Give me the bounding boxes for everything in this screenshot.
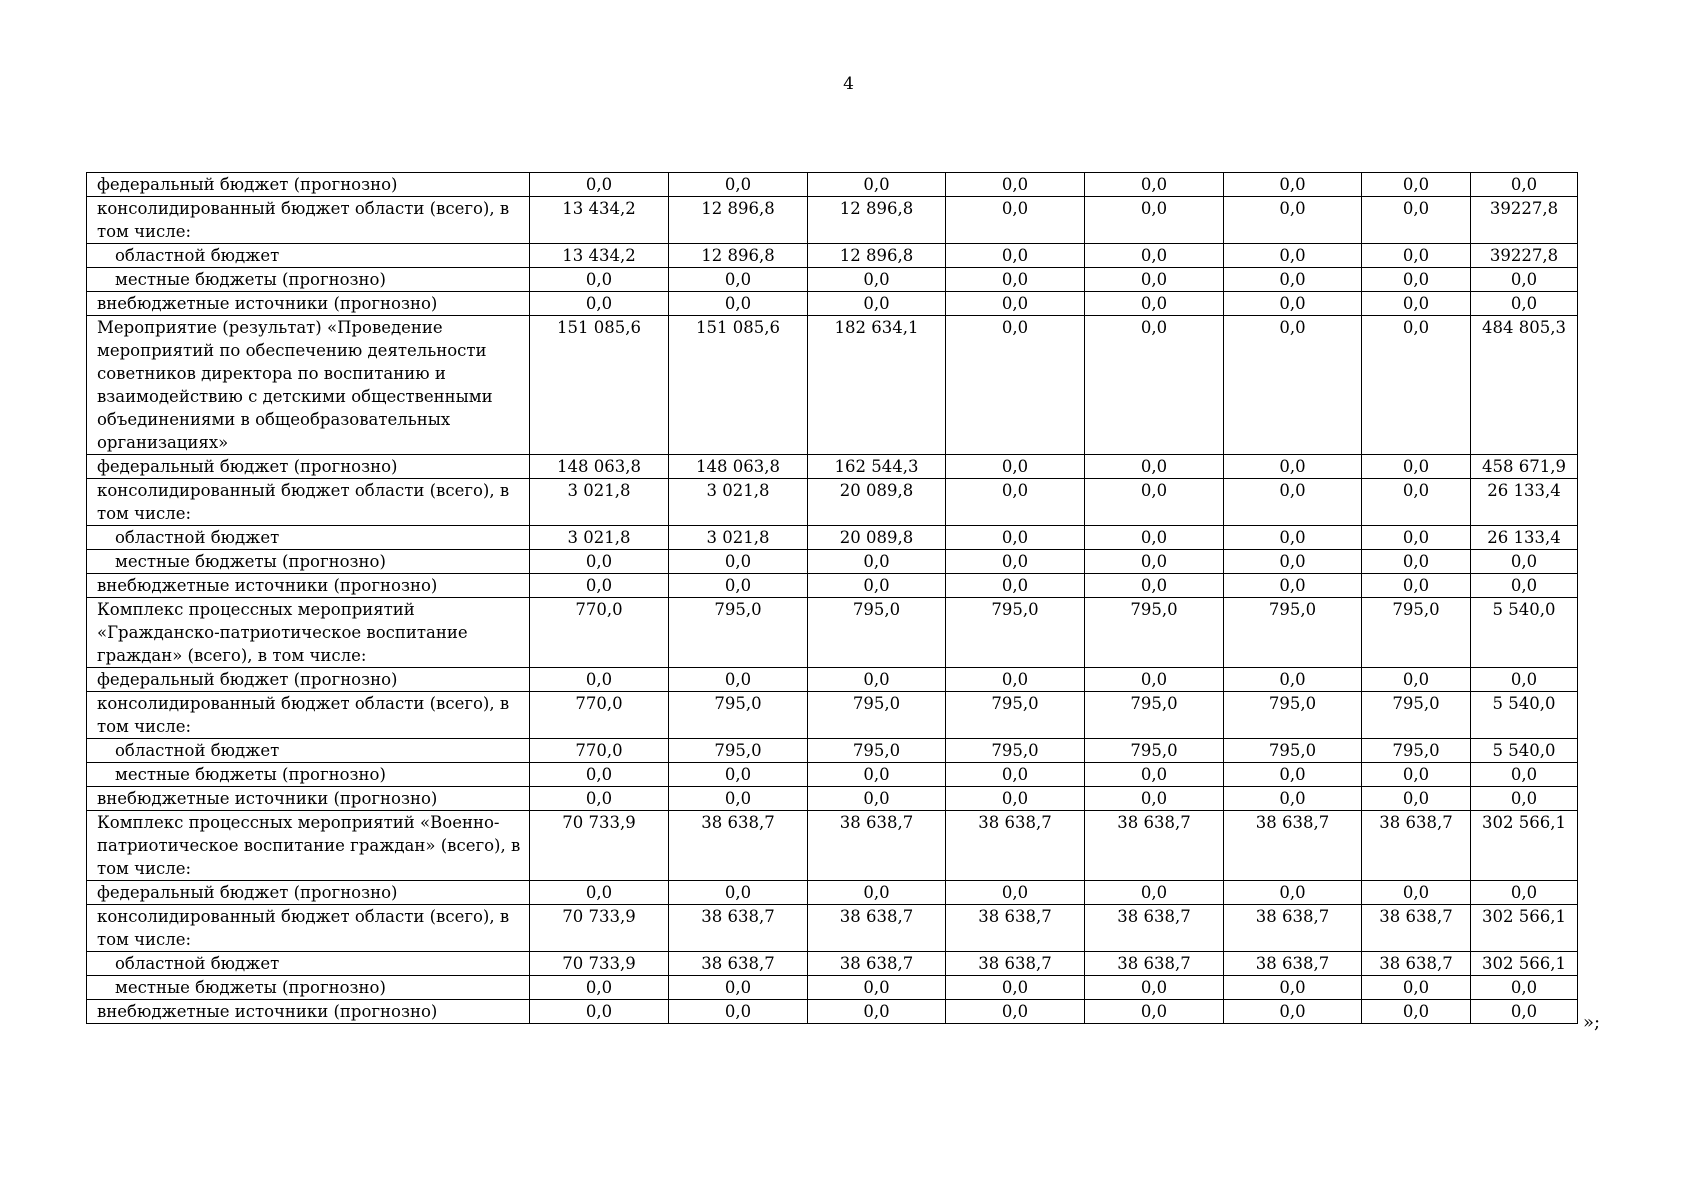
row-value: 0,0 <box>669 1000 808 1024</box>
row-value: 0,0 <box>808 292 946 316</box>
row-value: 38 638,7 <box>808 905 946 952</box>
row-value: 0,0 <box>946 1000 1085 1024</box>
row-value: 0,0 <box>530 763 669 787</box>
row-value: 795,0 <box>946 598 1085 668</box>
row-value: 0,0 <box>669 881 808 905</box>
row-label: федеральный бюджет (прогнозно) <box>87 455 530 479</box>
row-label: консолидированный бюджет области (всего), в том числе: <box>87 905 530 952</box>
row-label: местные бюджеты (прогнозно) <box>87 976 530 1000</box>
row-value: 795,0 <box>1224 692 1362 739</box>
row-value: 0,0 <box>1471 787 1578 811</box>
row-value: 795,0 <box>669 598 808 668</box>
row-value: 0,0 <box>808 787 946 811</box>
row-value: 795,0 <box>808 598 946 668</box>
row-value: 0,0 <box>1085 574 1224 598</box>
row-value: 0,0 <box>530 976 669 1000</box>
row-value: 0,0 <box>946 668 1085 692</box>
row-value: 20 089,8 <box>808 479 946 526</box>
row-value: 795,0 <box>669 692 808 739</box>
row-label: федеральный бюджет (прогнозно) <box>87 881 530 905</box>
row-value: 0,0 <box>1085 173 1224 197</box>
row-value: 302 566,1 <box>1471 905 1578 952</box>
row-value: 0,0 <box>1085 455 1224 479</box>
row-value: 0,0 <box>808 881 946 905</box>
row-value: 0,0 <box>946 455 1085 479</box>
row-label: местные бюджеты (прогнозно) <box>87 763 530 787</box>
table-row <box>87 268 1578 292</box>
row-value: 0,0 <box>1224 479 1362 526</box>
row-value: 0,0 <box>1085 881 1224 905</box>
row-value: 12 896,8 <box>669 244 808 268</box>
table-row <box>87 316 1578 455</box>
row-label: областной бюджет <box>87 526 530 550</box>
row-value: 0,0 <box>946 244 1085 268</box>
table-row <box>87 811 1578 881</box>
row-value: 0,0 <box>808 976 946 1000</box>
row-value: 70 733,9 <box>530 811 669 881</box>
row-value: 0,0 <box>946 197 1085 244</box>
row-value: 0,0 <box>1224 455 1362 479</box>
row-value: 0,0 <box>946 763 1085 787</box>
row-value: 0,0 <box>1471 668 1578 692</box>
row-value: 0,0 <box>1362 787 1471 811</box>
row-value: 0,0 <box>1471 550 1578 574</box>
row-value: 0,0 <box>946 268 1085 292</box>
row-value: 0,0 <box>1362 244 1471 268</box>
row-value: 795,0 <box>669 739 808 763</box>
row-label: Комплекс процессных мероприятий «Гражданско-патриотическое воспитание граждан» (всего), в том числе: <box>87 598 530 668</box>
row-value: 0,0 <box>1224 268 1362 292</box>
row-value: 5 540,0 <box>1471 739 1578 763</box>
row-value: 0,0 <box>808 1000 946 1024</box>
row-value: 0,0 <box>808 574 946 598</box>
row-value: 0,0 <box>1085 479 1224 526</box>
row-value: 0,0 <box>1362 881 1471 905</box>
row-value: 0,0 <box>946 881 1085 905</box>
row-value: 0,0 <box>946 550 1085 574</box>
row-value: 0,0 <box>1085 316 1224 455</box>
table-row <box>87 787 1578 811</box>
closing-quote-mark: »; <box>1583 1012 1601 1033</box>
row-value: 0,0 <box>669 574 808 598</box>
row-value: 0,0 <box>1085 244 1224 268</box>
row-value: 0,0 <box>1085 526 1224 550</box>
row-value: 0,0 <box>946 479 1085 526</box>
table-row <box>87 574 1578 598</box>
row-value: 0,0 <box>1085 268 1224 292</box>
row-value: 302 566,1 <box>1471 811 1578 881</box>
row-value: 0,0 <box>808 668 946 692</box>
row-label: консолидированный бюджет области (всего), в том числе: <box>87 479 530 526</box>
row-value: 0,0 <box>669 976 808 1000</box>
row-value: 0,0 <box>1362 268 1471 292</box>
table-row <box>87 881 1578 905</box>
row-value: 0,0 <box>530 173 669 197</box>
row-value: 0,0 <box>1224 574 1362 598</box>
row-value: 3 021,8 <box>669 479 808 526</box>
row-value: 0,0 <box>530 668 669 692</box>
row-label: внебюджетные источники (прогнозно) <box>87 292 530 316</box>
row-value: 770,0 <box>530 692 669 739</box>
row-value: 0,0 <box>1362 574 1471 598</box>
row-value: 0,0 <box>530 292 669 316</box>
row-value: 0,0 <box>1224 976 1362 1000</box>
row-value: 0,0 <box>1362 173 1471 197</box>
row-value: 38 638,7 <box>669 952 808 976</box>
table-row <box>87 905 1578 952</box>
row-value: 0,0 <box>1471 292 1578 316</box>
row-value: 0,0 <box>1471 268 1578 292</box>
row-value: 770,0 <box>530 739 669 763</box>
row-label: областной бюджет <box>87 952 530 976</box>
row-value: 0,0 <box>1224 668 1362 692</box>
page-number: 4 <box>843 74 854 94</box>
row-value: 0,0 <box>808 173 946 197</box>
row-value: 13 434,2 <box>530 244 669 268</box>
row-value: 0,0 <box>530 787 669 811</box>
row-value: 0,0 <box>1362 292 1471 316</box>
table-row <box>87 197 1578 244</box>
row-value: 795,0 <box>946 692 1085 739</box>
row-value: 3 021,8 <box>530 526 669 550</box>
table-row <box>87 598 1578 668</box>
table-row <box>87 763 1578 787</box>
table-row <box>87 173 1578 197</box>
row-value: 0,0 <box>669 787 808 811</box>
row-value: 0,0 <box>1224 1000 1362 1024</box>
row-value: 0,0 <box>1362 479 1471 526</box>
table-row <box>87 244 1578 268</box>
table-row <box>87 1000 1578 1024</box>
row-value: 0,0 <box>669 668 808 692</box>
row-value: 0,0 <box>530 1000 669 1024</box>
table-row <box>87 952 1578 976</box>
row-value: 0,0 <box>1362 197 1471 244</box>
row-value: 38 638,7 <box>1224 811 1362 881</box>
row-value: 0,0 <box>1224 316 1362 455</box>
row-value: 795,0 <box>1362 692 1471 739</box>
row-value: 0,0 <box>530 550 669 574</box>
row-value: 38 638,7 <box>946 952 1085 976</box>
table-row <box>87 976 1578 1000</box>
row-value: 0,0 <box>1085 197 1224 244</box>
row-value: 795,0 <box>1085 739 1224 763</box>
row-value: 795,0 <box>1085 598 1224 668</box>
row-label: внебюджетные источники (прогнозно) <box>87 787 530 811</box>
row-value: 3 021,8 <box>530 479 669 526</box>
row-value: 0,0 <box>946 316 1085 455</box>
row-value: 0,0 <box>530 574 669 598</box>
row-value: 0,0 <box>946 787 1085 811</box>
row-value: 38 638,7 <box>1362 811 1471 881</box>
row-value: 38 638,7 <box>1362 952 1471 976</box>
row-value: 39227,8 <box>1471 244 1578 268</box>
row-value: 795,0 <box>1362 739 1471 763</box>
row-value: 0,0 <box>808 763 946 787</box>
row-label: Мероприятие (результат) «Проведение мероприятий по обеспечению деятельности советников директора по воспитанию и взаимодействию с детскими общественными объединениями в общеобразовательных организациях» <box>87 316 530 455</box>
row-label: внебюджетные источники (прогнозно) <box>87 1000 530 1024</box>
row-value: 0,0 <box>946 976 1085 1000</box>
row-value: 0,0 <box>808 268 946 292</box>
row-value: 148 063,8 <box>530 455 669 479</box>
row-value: 0,0 <box>946 173 1085 197</box>
row-value: 38 638,7 <box>1224 905 1362 952</box>
row-value: 0,0 <box>669 292 808 316</box>
row-value: 0,0 <box>1224 550 1362 574</box>
row-value: 38 638,7 <box>1085 905 1224 952</box>
row-value: 0,0 <box>669 268 808 292</box>
row-value: 38 638,7 <box>1085 952 1224 976</box>
row-value: 0,0 <box>1471 173 1578 197</box>
row-value: 0,0 <box>1471 881 1578 905</box>
row-value: 38 638,7 <box>808 811 946 881</box>
row-value: 0,0 <box>1085 292 1224 316</box>
row-value: 0,0 <box>1085 976 1224 1000</box>
row-value: 0,0 <box>1362 550 1471 574</box>
row-value: 26 133,4 <box>1471 526 1578 550</box>
row-value: 0,0 <box>1362 455 1471 479</box>
row-value: 26 133,4 <box>1471 479 1578 526</box>
row-value: 5 540,0 <box>1471 598 1578 668</box>
row-value: 0,0 <box>1362 526 1471 550</box>
row-value: 0,0 <box>669 763 808 787</box>
row-label: федеральный бюджет (прогнозно) <box>87 668 530 692</box>
row-value: 0,0 <box>1224 173 1362 197</box>
row-label: областной бюджет <box>87 739 530 763</box>
row-value: 38 638,7 <box>946 811 1085 881</box>
row-value: 38 638,7 <box>1224 952 1362 976</box>
row-value: 151 085,6 <box>530 316 669 455</box>
row-value: 0,0 <box>1224 292 1362 316</box>
row-value: 38 638,7 <box>1085 811 1224 881</box>
table-row <box>87 550 1578 574</box>
row-value: 0,0 <box>1362 1000 1471 1024</box>
row-value: 770,0 <box>530 598 669 668</box>
row-label: областной бюджет <box>87 244 530 268</box>
row-value: 0,0 <box>1471 976 1578 1000</box>
table-row <box>87 292 1578 316</box>
row-value: 0,0 <box>1471 574 1578 598</box>
table-row <box>87 455 1578 479</box>
row-value: 302 566,1 <box>1471 952 1578 976</box>
row-value: 484 805,3 <box>1471 316 1578 455</box>
row-value: 0,0 <box>1362 763 1471 787</box>
row-value: 0,0 <box>1224 526 1362 550</box>
row-value: 0,0 <box>1085 787 1224 811</box>
row-value: 3 021,8 <box>669 526 808 550</box>
row-value: 182 634,1 <box>808 316 946 455</box>
row-value: 0,0 <box>1362 668 1471 692</box>
row-value: 795,0 <box>808 692 946 739</box>
table-row <box>87 479 1578 526</box>
row-label: консолидированный бюджет области (всего), в том числе: <box>87 692 530 739</box>
row-value: 38 638,7 <box>669 905 808 952</box>
row-label: Комплекс процессных мероприятий «Военно-патриотическое воспитание граждан» (всего), в том числе: <box>87 811 530 881</box>
row-value: 0,0 <box>946 292 1085 316</box>
row-value: 0,0 <box>530 881 669 905</box>
row-value: 38 638,7 <box>808 952 946 976</box>
row-value: 12 896,8 <box>669 197 808 244</box>
row-value: 795,0 <box>808 739 946 763</box>
table-row <box>87 668 1578 692</box>
row-value: 0,0 <box>1362 976 1471 1000</box>
table-row <box>87 526 1578 550</box>
row-value: 0,0 <box>1085 1000 1224 1024</box>
row-label: внебюджетные источники (прогнозно) <box>87 574 530 598</box>
row-value: 458 671,9 <box>1471 455 1578 479</box>
row-value: 0,0 <box>808 550 946 574</box>
row-value: 39227,8 <box>1471 197 1578 244</box>
row-value: 0,0 <box>669 173 808 197</box>
row-value: 795,0 <box>1224 598 1362 668</box>
table-row <box>87 739 1578 763</box>
row-value: 0,0 <box>530 268 669 292</box>
row-label: консолидированный бюджет области (всего), в том числе: <box>87 197 530 244</box>
row-label: федеральный бюджет (прогнозно) <box>87 173 530 197</box>
row-value: 795,0 <box>1224 739 1362 763</box>
row-value: 0,0 <box>1224 244 1362 268</box>
row-value: 0,0 <box>946 526 1085 550</box>
row-value: 795,0 <box>946 739 1085 763</box>
row-value: 5 540,0 <box>1471 692 1578 739</box>
row-value: 20 089,8 <box>808 526 946 550</box>
row-value: 0,0 <box>1471 763 1578 787</box>
row-label: местные бюджеты (прогнозно) <box>87 268 530 292</box>
row-value: 0,0 <box>946 574 1085 598</box>
row-value: 795,0 <box>1085 692 1224 739</box>
row-value: 148 063,8 <box>669 455 808 479</box>
row-value: 0,0 <box>1471 1000 1578 1024</box>
row-value: 0,0 <box>1085 763 1224 787</box>
row-value: 38 638,7 <box>1362 905 1471 952</box>
row-value: 38 638,7 <box>669 811 808 881</box>
row-label: местные бюджеты (прогнозно) <box>87 550 530 574</box>
row-value: 151 085,6 <box>669 316 808 455</box>
row-value: 0,0 <box>1224 197 1362 244</box>
row-value: 70 733,9 <box>530 905 669 952</box>
row-value: 12 896,8 <box>808 244 946 268</box>
row-value: 162 544,3 <box>808 455 946 479</box>
budget-table <box>86 172 1578 1024</box>
row-value: 0,0 <box>1224 763 1362 787</box>
table-row <box>87 692 1578 739</box>
row-value: 0,0 <box>669 550 808 574</box>
row-value: 0,0 <box>1085 668 1224 692</box>
row-value: 0,0 <box>1224 787 1362 811</box>
row-value: 12 896,8 <box>808 197 946 244</box>
row-value: 38 638,7 <box>946 905 1085 952</box>
row-value: 0,0 <box>1362 316 1471 455</box>
row-value: 0,0 <box>1224 881 1362 905</box>
row-value: 70 733,9 <box>530 952 669 976</box>
row-value: 13 434,2 <box>530 197 669 244</box>
row-value: 795,0 <box>1362 598 1471 668</box>
row-value: 0,0 <box>1085 550 1224 574</box>
